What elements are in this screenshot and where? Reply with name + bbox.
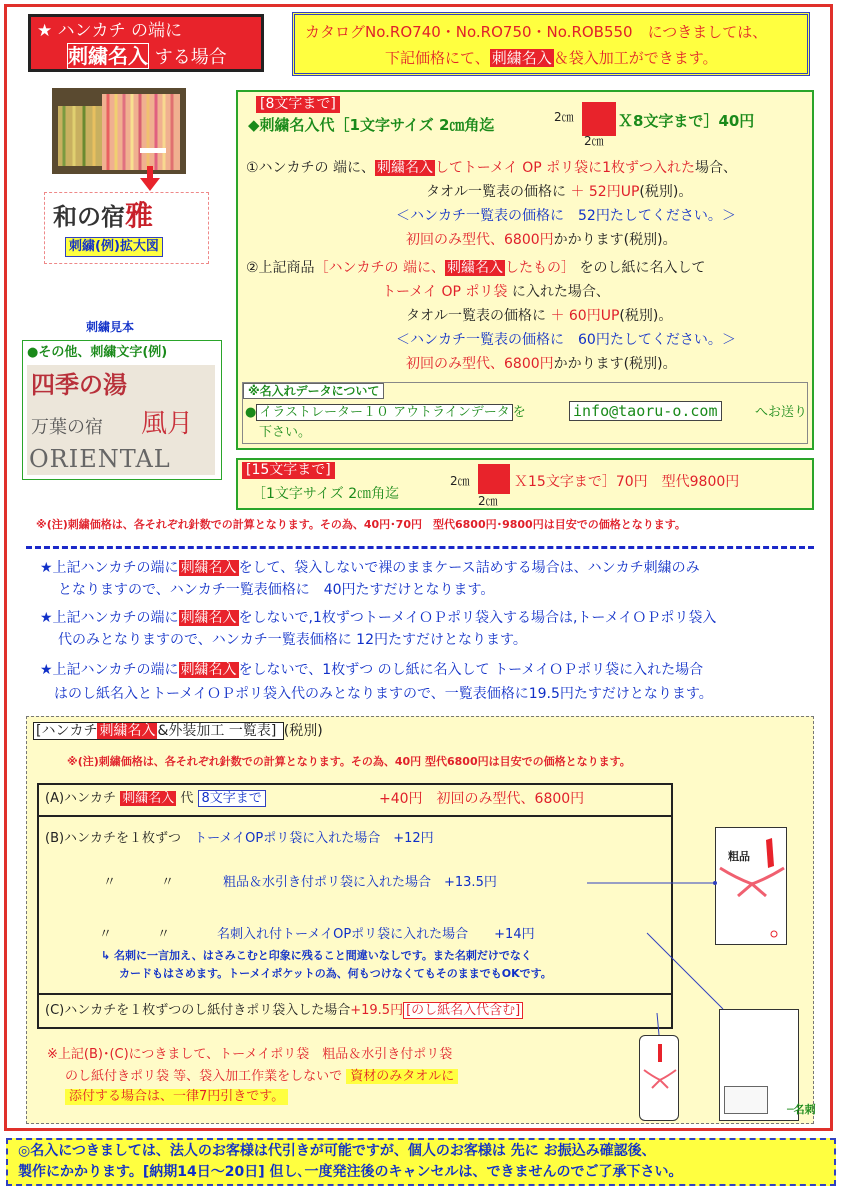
table-foot2 [65,1069,458,1085]
row-a-embroidery: 刺繍名入 [122,791,175,806]
q1-b: ［ハンカチの 端に、 [314,260,446,276]
sample-line1: 四季の湯 [31,370,127,399]
row-c-label: (C)ハンカチを１枚ずつのし紙付きポリ袋入した場合 [45,1003,351,1018]
plan15-line1: ［1文字サイズ 2㎝角迄 [252,486,400,502]
q5-b: かかります(税別)。 [553,356,677,372]
data-connector: を [512,405,526,420]
star1-line2: となりますので、ハンカチ一覧表価格に 40円たすだけとなります。 [58,582,495,598]
plan15-panel [236,458,814,510]
catalog-line2 [385,49,718,67]
table-foot2-b: 資材のみタオルに [346,1069,458,1084]
plan15-size-top: 2㎝ [450,474,470,488]
data-please: 下さい。 [259,425,312,440]
header-title-rest: する場合 [149,47,227,68]
catalog-suffix: につきましては、 [647,23,768,41]
table-title-box [33,722,284,740]
data-bullet: ● [245,405,257,420]
plan8-p3: ＜ハンカチ一覧表の価格に 52円たしてください。＞ [396,208,736,224]
towel-photo [52,88,186,174]
star3-line2: はのし紙名入とトーメイＯＰポリ袋入代のみとなりますので、一覧表価格に19.5円たすだけとなります。 [54,686,713,702]
plan8-q5 [406,356,677,373]
plan8-p4 [406,232,677,249]
bag-ribbon-icon [716,828,788,946]
table-panel [26,716,814,1124]
zoom-arrow-icon [140,166,160,192]
data-format: イラストレーター１０ アウトラインデータ [256,404,512,421]
embroidery-text-main: 和の宿 [53,202,125,231]
star2-line1 [40,610,716,627]
star2-line2: 代のみとなりますので、ハンカチ一覧表価格に 12円たすだけとなります。 [58,632,527,648]
sample-image [27,365,215,475]
table-title-b: 刺繍名入 [99,723,156,739]
sample-box [22,340,222,480]
table-title [33,723,323,740]
q1-a: ②上記商品 [246,260,315,276]
row-b3-mark1: 〃 [99,927,113,942]
row-c-price: +19.5円 [350,1003,404,1018]
table-title-c: &外装加工 一覧表] [157,723,277,739]
catalog-line1 [305,23,767,41]
plan15-size-bottom: 2㎝ [478,494,498,508]
plan8-q1 [246,260,705,277]
noshi-ribbon-icon [640,1036,680,1122]
plan8-size-bottom: 2㎝ [584,134,604,148]
embroidery-text [53,199,153,233]
sample-line2a: 万葉の宿 [31,417,103,438]
plan8-p2 [426,184,692,201]
embroidery-zoom-box [44,192,209,264]
star2-a: ★上記ハンカチの端に [40,610,179,626]
table-foot1: ※上記(B)･(C)につきまして、トーメイポリ袋 粗品＆水引き付ポリ袋 [47,1047,453,1062]
p2-a: タオル一覧表の価格に [426,184,566,200]
sample-line2b: 風月 [141,409,194,439]
star1-a: ★上記ハンカチの端に [40,560,179,576]
catalog-label: カタログ [305,23,366,41]
p1-a: ①ハンカチの 端に、 [246,160,376,176]
row-a-label: (A)ハンカチ [45,791,117,806]
sample-caption: ●その他、刺繍文字(例) [27,345,168,360]
data-title: ※名入れデータについて [243,383,384,399]
plan15-price [514,474,739,491]
plan15-price-b: 型代9800円 [661,474,740,490]
p1-b: 刺繍名入 [377,160,434,176]
row-c-text [45,1003,523,1019]
table-foot2-a: のし紙付きポリ袋 等、袋入加工作業をしないで [65,1069,343,1084]
plan8-price: Ｘ8文字まで］40円 [618,112,755,130]
q1-e: をのし紙に名入して [579,260,706,276]
email-link[interactable]: info@taoru-o.com [569,401,722,421]
catalog-line2-b: 刺繍名入 [491,49,552,67]
towel-photo-svg [52,88,186,174]
bag-soshina-label: 粗品 [728,850,750,863]
data-send: へお送り [755,405,808,420]
row-a-dai: 代 [180,791,194,806]
plan15-tag: [15文字まで] [242,462,335,479]
catalog-box [292,12,810,76]
divider [26,546,814,549]
row-a [37,783,673,817]
row-a-price: +40円 初回のみ型代、6800円 [379,791,585,807]
row-a-text [45,791,266,807]
meishi-label-text: 名刺 [793,1103,816,1116]
row-c [37,995,673,1029]
header-title-box [28,14,264,72]
sample-line3: ORIENTAL [29,445,171,473]
star1-c: をして、袋入しないで裸のままケース詰めする場合は、ハンカチ刺繍のみ [238,560,700,576]
star2-b: 刺繍名入 [180,610,237,626]
plan8-panel [236,90,814,450]
q1-c: 刺繍名入 [447,260,504,276]
meishi-card [724,1086,768,1114]
plan8-p1 [246,160,737,177]
plan8-tag: [8文字まで] [256,96,340,113]
catalog-line2-a: 下記価格にて、 [385,49,490,67]
q2-a: トーメイ OP ポリ袋 [382,284,508,300]
row-b3-mark2: 〃 [157,927,171,942]
q2-b: に入れた場合、 [511,284,610,300]
header-title-line1: ★ ハンカチ の端に [37,21,183,41]
table-note: ※(注)刺繍価格は、各それぞれ針数での計算となります。その為、40円 型代6800円は目安での価格となります。 [67,755,631,768]
meishi-label: ─名刺 [787,1103,816,1116]
row-b2-mark2: 〃 [161,875,175,890]
row-a-limit: 8文字まで [198,790,266,807]
footer-line1: ◎名入につきましては、法人のお客様は代引きが可能ですが、個人のお客様は 先に お振込み確認後、 [18,1143,656,1159]
q3-a: タオル一覧表の価格に [406,308,546,324]
q3-b: ＋ 60円UP [550,308,620,324]
table-title-a: [ハンカチ [36,723,98,739]
star2-c: をしないで,1枚ずつトーメイＯＰポリ袋入する場合は,トーメイＯＰポリ袋入 [238,610,717,626]
row-b3-text: 名刺入れ付トーメイOPポリ袋に入れた場合 +14円 [217,927,535,942]
star1-line1 [40,560,700,577]
star1-b: 刺繍名入 [180,560,237,576]
plan8-size-top: 2㎝ [554,110,574,124]
data-section [242,382,808,444]
note-estimate: ※(注)刺繍価格は、各それぞれ針数での計算となります。その為、40円･70円 型代6800円･9800円は目安での価格となります。 [36,518,686,531]
row-b2-text: 粗品＆水引き付ポリ袋に入れた場合 +13.5円 [223,875,497,890]
row-b [37,817,673,995]
p1-d: 場合、 [695,160,738,176]
bag-soshina [715,827,787,945]
table-title-tax: (税別) [283,723,323,739]
plan8-line1: ◆刺繍名入代［1文字サイズ 2㎝角迄 [248,116,495,134]
star3-a: ★上記ハンカチの端に [40,662,179,678]
table-foot3: 添付する場合は、一律7円引きです。 [65,1089,288,1105]
row-b3-note1: ↳ 名刺に一言加え、はさみこむと印象に残ること間違いなしです。また名刺だけでなく [101,949,532,962]
p2-b: ＋ 52円UP [570,184,640,200]
row-b3-note2: カードもはさめます。トーメイポケットの為、何もつけなくてもそのままでもOKです。 [119,967,552,980]
footer-line2: 製作にかかります。[納期14日～20日] 但し､一度発注後のキャンセルは、できませんのでご了承下さい。 [18,1164,683,1180]
embroidery-text-kanji: 雅 [125,199,154,232]
row-b1-label: (B)ハンカチを１枚ずつ [45,831,182,846]
plan8-q3 [406,308,672,325]
header-title-bold: 刺繍名入 [68,44,148,68]
plan8-q2 [382,284,610,301]
plan8-size-square [582,102,616,136]
catalog-numbers: No.RO740・No.RO750・No.ROB550 [365,23,633,41]
star3-c: をしないで、1枚ずつ のし紙に名入して トーメイＯＰポリ袋に入れた場合 [238,662,704,678]
data-line [245,405,526,421]
p4-b: かかります(税別)。 [553,232,677,248]
sample-title: 刺繍見本 [86,320,135,334]
plan8-q4: ＜ハンカチ一覧表の価格に 60円たしてください。＞ [396,332,736,348]
p2-c: (税別)。 [639,184,693,200]
footer-box [6,1138,836,1186]
plan15-size-square [478,464,510,494]
catalog-line2-c: ＆袋入加工ができます。 [553,49,718,67]
row-b1 [45,831,434,847]
bag-noshi [639,1035,679,1121]
row-b2-mark1: 〃 [103,875,117,890]
q1-d: したもの］ [505,260,576,276]
row-b1-text: トーメイOPポリ袋に入れた場合 +12円 [194,831,434,846]
p4-a: 初回のみ型代、6800円 [406,232,554,248]
star3-b: 刺繍名入 [180,662,237,678]
header-title-line2 [67,44,227,69]
plan15-price-a: Ｘ15文字まで］70円 [514,474,648,490]
q5-a: 初回のみ型代、6800円 [406,356,554,372]
q3-c: (税別)。 [619,308,673,324]
zoom-caption: 刺繍(例)拡大図 [65,237,163,257]
row-c-note: [のし紙名入代含む] [403,1002,523,1019]
star3-line1 [40,662,703,679]
p1-c: してトーメイ OP ポリ袋に1枚ずつ入れた [435,160,696,176]
